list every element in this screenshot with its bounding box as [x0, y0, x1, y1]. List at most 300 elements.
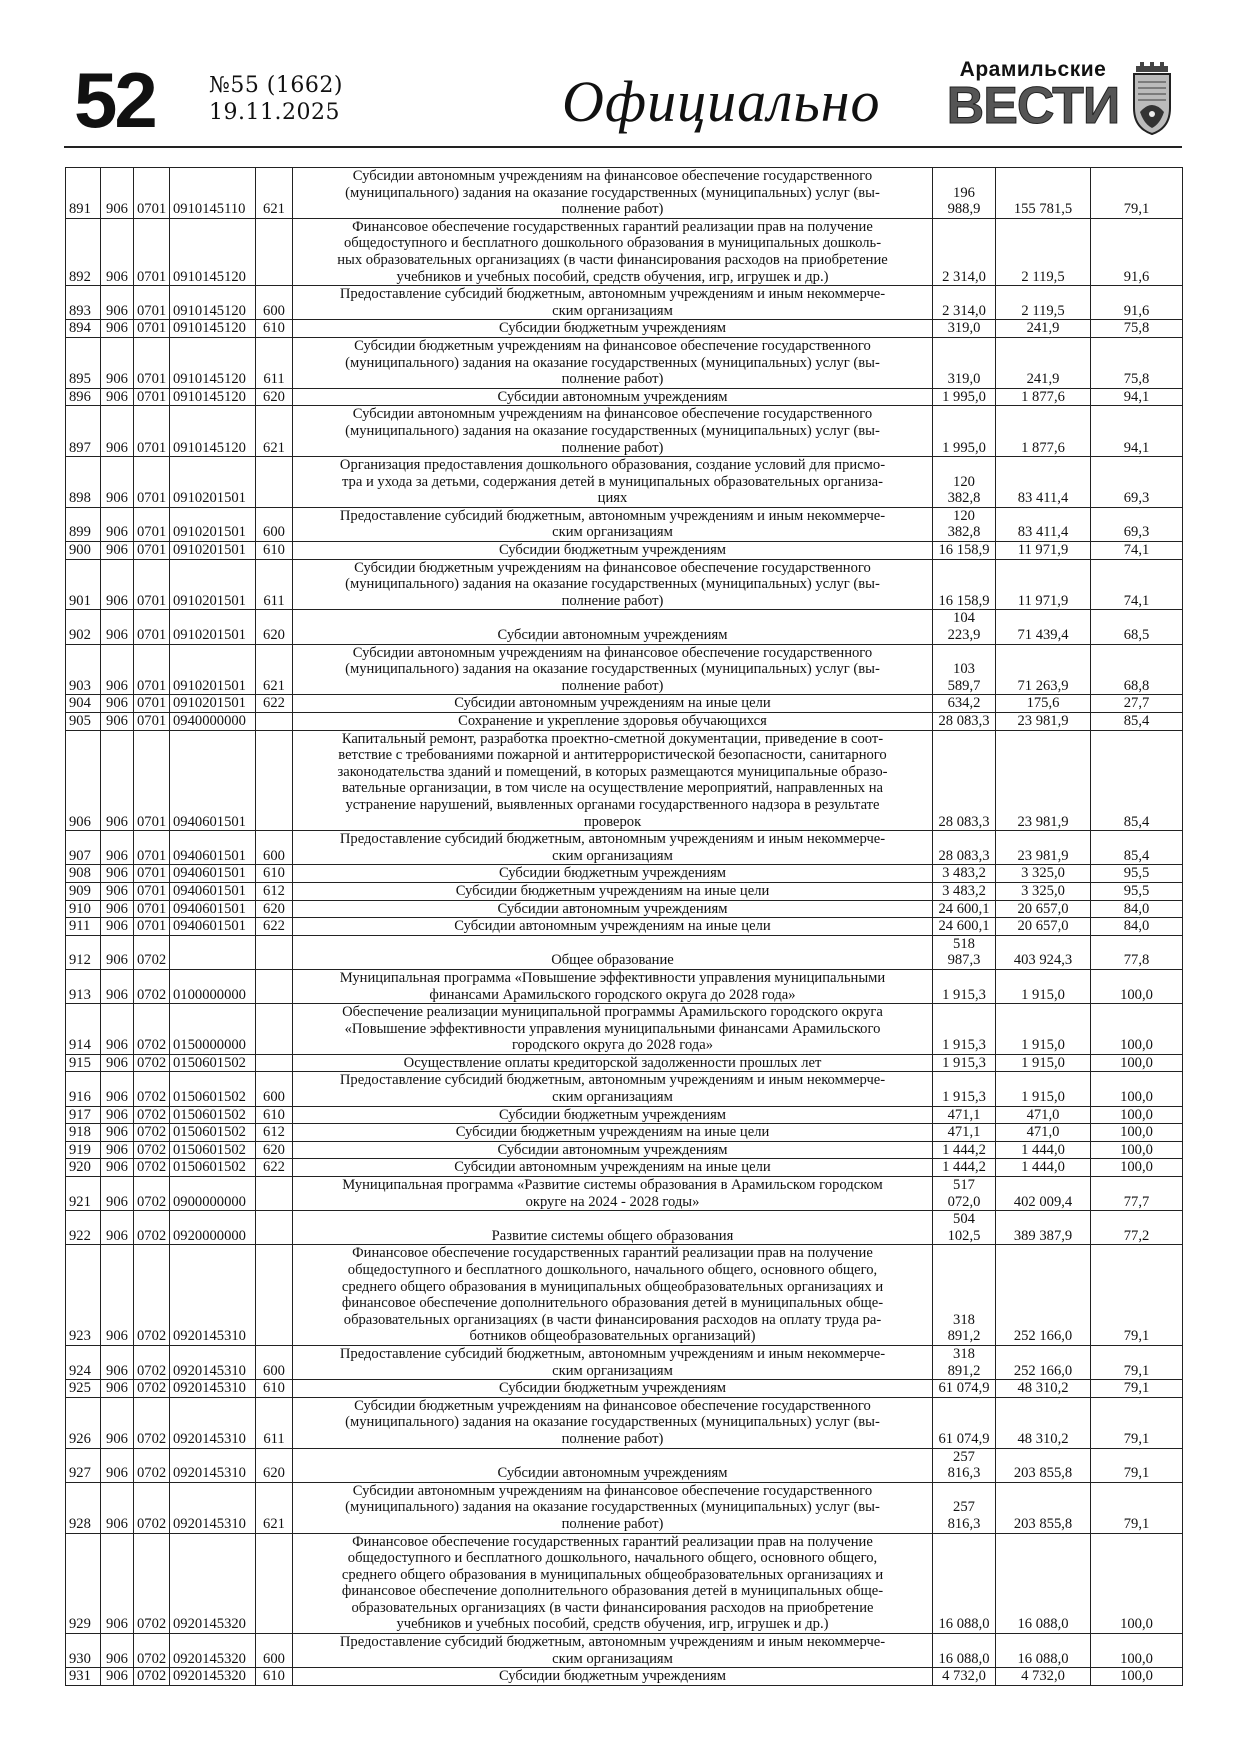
- table-row: [66, 713, 1183, 731]
- expense-type: [256, 1177, 293, 1211]
- target-code: 0910145120: [170, 388, 256, 406]
- table-row: [66, 457, 1183, 508]
- plan-amount: 471,1: [933, 1124, 996, 1142]
- executed-amount: 16 088,0: [996, 1634, 1091, 1668]
- row-number: 924: [66, 1345, 101, 1379]
- expense-type: 611: [256, 1397, 293, 1448]
- expense-type: 610: [256, 1668, 293, 1686]
- description: Обеспечение реализации муниципальной программы Арамильского городского округа «Повышение эффективности управления муниципальными финансами Арамильского городского округа до 2028 года»: [293, 1004, 933, 1055]
- expense-type: 600: [256, 507, 293, 541]
- issue-number: №55 (1662): [209, 73, 343, 98]
- issue-info: [209, 72, 343, 126]
- execution-percent: 100,0: [1091, 1072, 1183, 1106]
- target-code: 0920000000: [170, 1211, 256, 1245]
- expense-type: 621: [256, 644, 293, 695]
- table-row: [66, 337, 1183, 388]
- row-number: 909: [66, 882, 101, 900]
- table-row: [66, 695, 1183, 713]
- logo-top-word: Арамильские: [959, 58, 1107, 81]
- row-number: 898: [66, 457, 101, 508]
- coat-of-arms-icon: [1130, 62, 1174, 136]
- execution-percent: 79,1: [1091, 168, 1183, 219]
- section-code: 0702: [134, 1448, 170, 1482]
- table-row: [66, 406, 1183, 457]
- row-number: 911: [66, 918, 101, 936]
- admin-code: 906: [101, 1177, 134, 1211]
- expense-type: 610: [256, 1106, 293, 1124]
- section-code: 0702: [134, 1634, 170, 1668]
- executed-amount: 23 981,9: [996, 713, 1091, 731]
- table-row: [66, 730, 1183, 831]
- expense-type: 620: [256, 1141, 293, 1159]
- plan-amount: 1 995,0: [933, 388, 996, 406]
- description: Субсидии автономным учреждениям: [293, 1141, 933, 1159]
- section-code: 0701: [134, 542, 170, 560]
- plan-amount: 634,2: [933, 695, 996, 713]
- description: Субсидии бюджетным учреждениям на финансовое обеспечение государственного (муниципального) задания на оказание государственных (муниципальных) услуг (вы- полнение работ): [293, 1397, 933, 1448]
- section-code: 0702: [134, 1141, 170, 1159]
- admin-code: 906: [101, 1448, 134, 1482]
- executed-amount: 3 325,0: [996, 882, 1091, 900]
- execution-percent: 79,1: [1091, 1448, 1183, 1482]
- expense-type: 600: [256, 1072, 293, 1106]
- expense-type: [256, 457, 293, 508]
- expense-type: 620: [256, 1448, 293, 1482]
- description: Предоставление субсидий бюджетным, автономным учреждениям и иным некоммерче- ским организациям: [293, 286, 933, 320]
- executed-amount: 241,9: [996, 337, 1091, 388]
- description: Предоставление субсидий бюджетным, автономным учреждениям и иным некоммерче- ским организациям: [293, 1345, 933, 1379]
- issue-date: 19.11.2025: [209, 100, 340, 125]
- executed-amount: 48 310,2: [996, 1380, 1091, 1398]
- executed-amount: 4 732,0: [996, 1668, 1091, 1686]
- newspaper-logo: [944, 58, 1122, 135]
- row-number: 928: [66, 1482, 101, 1533]
- row-number: 917: [66, 1106, 101, 1124]
- target-code: 0150601502: [170, 1054, 256, 1072]
- execution-percent: 100,0: [1091, 1668, 1183, 1686]
- executed-amount: 2 119,5: [996, 286, 1091, 320]
- target-code: 0920145310: [170, 1448, 256, 1482]
- row-number: 912: [66, 935, 101, 969]
- plan-amount: 16 088,0: [933, 1634, 996, 1668]
- plan-amount: 16 158,9: [933, 542, 996, 560]
- description: Предоставление субсидий бюджетным, автономным учреждениям и иным некоммерче- ским организациям: [293, 507, 933, 541]
- target-code: 0910145120: [170, 337, 256, 388]
- section-code: 0701: [134, 507, 170, 541]
- execution-percent: 77,7: [1091, 1177, 1183, 1211]
- table-row: [66, 1211, 1183, 1245]
- target-code: 0150601502: [170, 1072, 256, 1106]
- table-row: [66, 1054, 1183, 1072]
- executed-amount: 11 971,9: [996, 542, 1091, 560]
- description: Субсидии автономным учреждениям на финансовое обеспечение государственного (муниципального) задания на оказание государственных (муниципальных) услуг (вы- полнение работ): [293, 168, 933, 219]
- execution-percent: 79,1: [1091, 1380, 1183, 1398]
- expense-type: 610: [256, 865, 293, 883]
- execution-percent: 94,1: [1091, 388, 1183, 406]
- description: Субсидии бюджетным учреждениям на финансовое обеспечение государственного (муниципального) задания на оказание государственных (муниципальных) услуг (вы- полнение работ): [293, 559, 933, 610]
- table-row: [66, 1533, 1183, 1634]
- budget-table-body: [66, 168, 1183, 1686]
- section-code: 0702: [134, 1482, 170, 1533]
- executed-amount: 16 088,0: [996, 1533, 1091, 1634]
- plan-amount: 4 732,0: [933, 1668, 996, 1686]
- execution-percent: 68,5: [1091, 610, 1183, 644]
- row-number: 914: [66, 1004, 101, 1055]
- plan-amount: 318 891,2: [933, 1245, 996, 1346]
- expense-type: 600: [256, 286, 293, 320]
- admin-code: 906: [101, 1668, 134, 1686]
- target-code: 0910201501: [170, 507, 256, 541]
- expense-type: [256, 935, 293, 969]
- plan-amount: 2 314,0: [933, 218, 996, 285]
- expense-type: [256, 1004, 293, 1055]
- section-code: 0702: [134, 1177, 170, 1211]
- plan-amount: 1 915,3: [933, 1054, 996, 1072]
- execution-percent: 95,5: [1091, 865, 1183, 883]
- row-number: 904: [66, 695, 101, 713]
- table-row: [66, 1345, 1183, 1379]
- table-row: [66, 1634, 1183, 1668]
- plan-amount: 319,0: [933, 337, 996, 388]
- execution-percent: 84,0: [1091, 900, 1183, 918]
- table-row: [66, 1141, 1183, 1159]
- executed-amount: 403 924,3: [996, 935, 1091, 969]
- target-code: 0150000000: [170, 1004, 256, 1055]
- expense-type: [256, 713, 293, 731]
- section-code: 0702: [134, 1106, 170, 1124]
- table-row: [66, 1448, 1183, 1482]
- admin-code: 906: [101, 1482, 134, 1533]
- table-row: [66, 320, 1183, 338]
- admin-code: 906: [101, 1211, 134, 1245]
- plan-amount: 3 483,2: [933, 865, 996, 883]
- row-number: 931: [66, 1668, 101, 1686]
- plan-amount: 3 483,2: [933, 882, 996, 900]
- table-row: [66, 1004, 1183, 1055]
- budget-table: [65, 167, 1183, 1686]
- execution-percent: 79,1: [1091, 1345, 1183, 1379]
- expense-type: 620: [256, 900, 293, 918]
- admin-code: 906: [101, 1345, 134, 1379]
- executed-amount: 241,9: [996, 320, 1091, 338]
- table-row: [66, 1482, 1183, 1533]
- plan-amount: 1 915,3: [933, 969, 996, 1003]
- description: Субсидии бюджетным учреждениям: [293, 1106, 933, 1124]
- plan-amount: 1 915,3: [933, 1004, 996, 1055]
- target-code: 0940601501: [170, 882, 256, 900]
- plan-amount: 257 816,3: [933, 1448, 996, 1482]
- target-code: 0910201501: [170, 559, 256, 610]
- execution-percent: 68,8: [1091, 644, 1183, 695]
- description: Муниципальная программа «Повышение эффективности управления муниципальными финансами Арамильского городского округа до 2028 года»: [293, 969, 933, 1003]
- execution-percent: 100,0: [1091, 1124, 1183, 1142]
- description: Субсидии бюджетным учреждениям: [293, 865, 933, 883]
- table-row: [66, 1380, 1183, 1398]
- target-code: 0150601502: [170, 1159, 256, 1177]
- table-row: [66, 507, 1183, 541]
- plan-amount: 28 083,3: [933, 713, 996, 731]
- expense-type: [256, 969, 293, 1003]
- target-code: 0910201501: [170, 644, 256, 695]
- execution-percent: 85,4: [1091, 713, 1183, 731]
- executed-amount: 252 166,0: [996, 1245, 1091, 1346]
- plan-amount: 61 074,9: [933, 1397, 996, 1448]
- target-code: 0910145120: [170, 320, 256, 338]
- table-row: [66, 831, 1183, 865]
- execution-percent: 85,4: [1091, 730, 1183, 831]
- table-row: [66, 610, 1183, 644]
- description: Субсидии бюджетным учреждениям: [293, 542, 933, 560]
- admin-code: 906: [101, 218, 134, 285]
- page-header: [64, 56, 1182, 148]
- admin-code: 906: [101, 831, 134, 865]
- target-code: 0920145320: [170, 1533, 256, 1634]
- expense-type: 600: [256, 1345, 293, 1379]
- executed-amount: 11 971,9: [996, 559, 1091, 610]
- admin-code: 906: [101, 918, 134, 936]
- section-code: 0702: [134, 1533, 170, 1634]
- executed-amount: 48 310,2: [996, 1397, 1091, 1448]
- section-title: Официально: [562, 69, 881, 134]
- plan-amount: 1 444,2: [933, 1159, 996, 1177]
- row-number: 901: [66, 559, 101, 610]
- execution-percent: 100,0: [1091, 1054, 1183, 1072]
- table-row: [66, 644, 1183, 695]
- page-number: 52: [74, 56, 155, 144]
- target-code: 0150601502: [170, 1106, 256, 1124]
- section-code: 0702: [134, 935, 170, 969]
- description: Развитие системы общего образования: [293, 1211, 933, 1245]
- table-row: [66, 1245, 1183, 1346]
- expense-type: [256, 1533, 293, 1634]
- section-code: 0701: [134, 900, 170, 918]
- expense-type: [256, 730, 293, 831]
- description: Субсидии бюджетным учреждениям на финансовое обеспечение государственного (муниципального) задания на оказание государственных (муниципальных) услуг (вы- полнение работ): [293, 337, 933, 388]
- executed-amount: 203 855,8: [996, 1448, 1091, 1482]
- row-number: 925: [66, 1380, 101, 1398]
- expense-type: 600: [256, 831, 293, 865]
- execution-percent: 77,2: [1091, 1211, 1183, 1245]
- expense-type: 610: [256, 320, 293, 338]
- table-row: [66, 1177, 1183, 1211]
- table-row: [66, 1072, 1183, 1106]
- target-code: 0910145120: [170, 218, 256, 285]
- admin-code: 906: [101, 1634, 134, 1668]
- row-number: 913: [66, 969, 101, 1003]
- table-row: [66, 1124, 1183, 1142]
- executed-amount: 2 119,5: [996, 218, 1091, 285]
- executed-amount: 471,0: [996, 1106, 1091, 1124]
- table-row: [66, 1106, 1183, 1124]
- row-number: 930: [66, 1634, 101, 1668]
- expense-type: 621: [256, 406, 293, 457]
- table-row: [66, 918, 1183, 936]
- executed-amount: 20 657,0: [996, 918, 1091, 936]
- target-code: 0940601501: [170, 865, 256, 883]
- table-row: [66, 1668, 1183, 1686]
- row-number: 929: [66, 1533, 101, 1634]
- row-number: 900: [66, 542, 101, 560]
- description: Субсидии автономным учреждениям на финансовое обеспечение государственного (муниципального) задания на оказание государственных (муниципальных) услуг (вы- полнение работ): [293, 644, 933, 695]
- target-code: 0940601501: [170, 730, 256, 831]
- admin-code: 906: [101, 1245, 134, 1346]
- row-number: 891: [66, 168, 101, 219]
- row-number: 897: [66, 406, 101, 457]
- executed-amount: 3 325,0: [996, 865, 1091, 883]
- admin-code: 906: [101, 286, 134, 320]
- admin-code: 906: [101, 713, 134, 731]
- plan-amount: 24 600,1: [933, 900, 996, 918]
- section-code: 0702: [134, 1124, 170, 1142]
- execution-percent: 75,8: [1091, 320, 1183, 338]
- section-code: 0701: [134, 406, 170, 457]
- row-number: 921: [66, 1177, 101, 1211]
- execution-percent: 100,0: [1091, 1533, 1183, 1634]
- execution-percent: 95,5: [1091, 882, 1183, 900]
- row-number: 894: [66, 320, 101, 338]
- expense-type: 610: [256, 542, 293, 560]
- admin-code: 906: [101, 644, 134, 695]
- plan-amount: 120 382,8: [933, 457, 996, 508]
- section-code: 0702: [134, 1054, 170, 1072]
- section-code: 0701: [134, 168, 170, 219]
- description: Субсидии бюджетным учреждениям: [293, 320, 933, 338]
- executed-amount: 1 877,6: [996, 406, 1091, 457]
- row-number: 899: [66, 507, 101, 541]
- execution-percent: 100,0: [1091, 1141, 1183, 1159]
- expense-type: 610: [256, 1380, 293, 1398]
- expense-type: [256, 1245, 293, 1346]
- admin-code: 906: [101, 695, 134, 713]
- executed-amount: 1 915,0: [996, 969, 1091, 1003]
- section-code: 0701: [134, 320, 170, 338]
- table-row: [66, 388, 1183, 406]
- expense-type: 620: [256, 388, 293, 406]
- execution-percent: 75,8: [1091, 337, 1183, 388]
- section-code: 0701: [134, 286, 170, 320]
- table-row: [66, 1397, 1183, 1448]
- admin-code: 906: [101, 935, 134, 969]
- plan-amount: 2 314,0: [933, 286, 996, 320]
- plan-amount: 24 600,1: [933, 918, 996, 936]
- expense-type: 620: [256, 610, 293, 644]
- expense-type: 611: [256, 337, 293, 388]
- plan-amount: 1 915,3: [933, 1072, 996, 1106]
- description: Финансовое обеспечение государственных гарантий реализации прав на получение общедоступного и бесплатного дошкольного образования в муниципальных дошколь- ных образовательных организациях (в части финансирования расходов на приобретение учебников и учебных пособий, средств обучения, игр, игрушек и др.): [293, 218, 933, 285]
- row-number: 922: [66, 1211, 101, 1245]
- executed-amount: 203 855,8: [996, 1482, 1091, 1533]
- plan-amount: 28 083,3: [933, 730, 996, 831]
- expense-type: 622: [256, 1159, 293, 1177]
- execution-percent: 27,7: [1091, 695, 1183, 713]
- section-code: 0701: [134, 337, 170, 388]
- expense-type: 621: [256, 168, 293, 219]
- admin-code: 906: [101, 542, 134, 560]
- description: Субсидии автономным учреждениям на иные цели: [293, 918, 933, 936]
- table-row: [66, 865, 1183, 883]
- admin-code: 906: [101, 969, 134, 1003]
- table-row: [66, 900, 1183, 918]
- target-code: 0910145120: [170, 406, 256, 457]
- target-code: 0940000000: [170, 713, 256, 731]
- row-number: 907: [66, 831, 101, 865]
- admin-code: 906: [101, 337, 134, 388]
- description: Субсидии бюджетным учреждениям: [293, 1668, 933, 1686]
- section-code: 0701: [134, 610, 170, 644]
- target-code: 0910201501: [170, 457, 256, 508]
- row-number: 906: [66, 730, 101, 831]
- section-code: 0701: [134, 388, 170, 406]
- target-code: [170, 935, 256, 969]
- plan-amount: 517 072,0: [933, 1177, 996, 1211]
- admin-code: 906: [101, 1380, 134, 1398]
- plan-amount: 318 891,2: [933, 1345, 996, 1379]
- executed-amount: 1 444,0: [996, 1141, 1091, 1159]
- target-code: 0940601501: [170, 900, 256, 918]
- plan-amount: 103 589,7: [933, 644, 996, 695]
- table-row: [66, 218, 1183, 285]
- table-row: [66, 286, 1183, 320]
- execution-percent: 85,4: [1091, 831, 1183, 865]
- description: Субсидии автономным учреждениям на иные цели: [293, 1159, 933, 1177]
- admin-code: 906: [101, 406, 134, 457]
- table-row: [66, 935, 1183, 969]
- execution-percent: 74,1: [1091, 542, 1183, 560]
- admin-code: 906: [101, 1397, 134, 1448]
- executed-amount: 20 657,0: [996, 900, 1091, 918]
- section-code: 0702: [134, 1211, 170, 1245]
- description: Субсидии автономным учреждениям: [293, 900, 933, 918]
- executed-amount: 471,0: [996, 1124, 1091, 1142]
- row-number: 902: [66, 610, 101, 644]
- row-number: 893: [66, 286, 101, 320]
- executed-amount: 23 981,9: [996, 831, 1091, 865]
- target-code: 0920145320: [170, 1634, 256, 1668]
- description: Капитальный ремонт, разработка проектно-сметной документации, приведение в соот- ветствие с требованиями пожарной и антитеррористической безопасности, санитарного законодательства зданий и помещений, в которых размещаются муниципальные образо- вательные организации, в том числе на осуществление мероприятий, направленных на устранение нарушений, выявленных органами государственного надзора в результате проверок: [293, 730, 933, 831]
- admin-code: 906: [101, 1106, 134, 1124]
- admin-code: 906: [101, 320, 134, 338]
- description: Субсидии автономным учреждениям: [293, 1448, 933, 1482]
- section-code: 0702: [134, 1245, 170, 1346]
- expense-type: 612: [256, 882, 293, 900]
- description: Субсидии бюджетным учреждениям на иные цели: [293, 882, 933, 900]
- row-number: 910: [66, 900, 101, 918]
- section-code: 0701: [134, 218, 170, 285]
- plan-amount: 16 088,0: [933, 1533, 996, 1634]
- execution-percent: 100,0: [1091, 1106, 1183, 1124]
- execution-percent: 69,3: [1091, 457, 1183, 508]
- section-code: 0702: [134, 1668, 170, 1686]
- admin-code: 906: [101, 1533, 134, 1634]
- description: Финансовое обеспечение государственных гарантий реализации прав на получение общедоступного и бесплатного дошкольного, начального общего, основного общего, среднего общего образования в муниципальных общеобразовательных организациях и финансовое обеспечение дополнительного образования детей в муниципальных обще- образовательных организациях (в части финансирования расходов на приобретение учебников и учебных пособий, средств обучения, игр, игрушек и др.): [293, 1533, 933, 1634]
- table-row: [66, 969, 1183, 1003]
- target-code: 0920145310: [170, 1482, 256, 1533]
- execution-percent: 100,0: [1091, 1004, 1183, 1055]
- description: Общее образование: [293, 935, 933, 969]
- description: Организация предоставления дошкольного образования, создание условий для присмо- тра и ухода за детьми, содержания детей в муниципальных образовательных организа- циях: [293, 457, 933, 508]
- target-code: 0910201501: [170, 695, 256, 713]
- execution-percent: 84,0: [1091, 918, 1183, 936]
- executed-amount: 1 915,0: [996, 1004, 1091, 1055]
- row-number: 903: [66, 644, 101, 695]
- admin-code: 906: [101, 882, 134, 900]
- executed-amount: 71 263,9: [996, 644, 1091, 695]
- execution-percent: 91,6: [1091, 218, 1183, 285]
- executed-amount: 83 411,4: [996, 457, 1091, 508]
- section-code: 0702: [134, 1159, 170, 1177]
- target-code: 0920145310: [170, 1397, 256, 1448]
- plan-amount: 28 083,3: [933, 831, 996, 865]
